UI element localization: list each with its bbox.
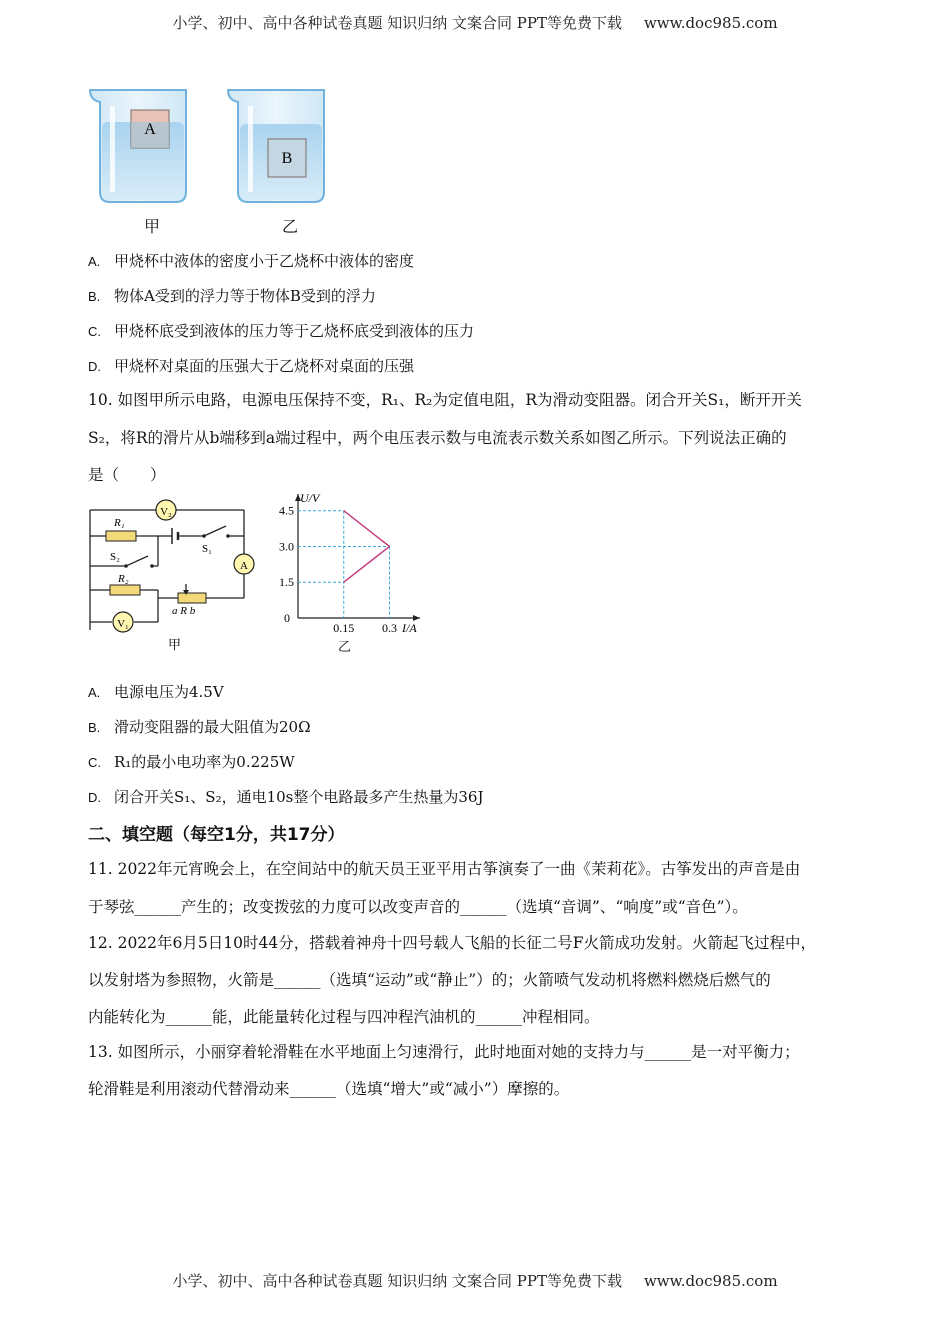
q9-option-b: B. 物体A受到的浮力等于物体B受到的浮力 (88, 287, 376, 305)
q10-line-2: S₂，将R的滑片从b端移到a端过程中，两个电压表示数与电流表示数关系如图乙所示。下列说法正确的 (88, 429, 787, 447)
beaker-caption-yi: 乙 (282, 217, 299, 236)
series-v2-line (344, 511, 390, 547)
page-header (0, 12, 950, 33)
q9-option-c: C. 甲烧杯底受到液体的压力等于乙烧杯底受到液体的压力 (88, 322, 475, 340)
x-tick-label: 0.15 (333, 621, 355, 635)
beaker-caption-jia: 甲 (144, 217, 161, 236)
header-text: 小学、初中、高中各种试卷真题 知识归纳 文案合同 PPT等免费下载 (172, 14, 622, 32)
resistor-r1 (106, 531, 136, 541)
section-heading: 二、填空题（每空1分，共17分） (88, 825, 345, 845)
y-tick-label: 4.5 (279, 503, 294, 518)
svg-text:R₂: R₂ (118, 573, 129, 585)
q9-option-a: A. 甲烧杯中液体的密度小于乙烧杯中液体的密度 (88, 252, 415, 270)
q11-line-1: 11. 2022年元宵晚会上，在空间站中的航天员王亚平用古筝演奏了一曲《茉莉花》。古筝发出的声音是由 (88, 860, 801, 878)
q10-option-a: A. 电源电压为4.5V (88, 683, 224, 701)
series-v1-line (344, 546, 390, 582)
chart-caption: 乙 (338, 640, 352, 655)
y-tick-label: 1.5 (279, 575, 294, 590)
rheostat-r (178, 593, 206, 603)
origin-label: 0 (284, 611, 290, 625)
q12-line-1: 12. 2022年6月5日10时44分，搭载着神舟十四号载人飞船的长征二号F火箭成功发射。火箭起飞过程中， (88, 934, 816, 952)
beaker-jia (90, 90, 186, 202)
footer-site-link[interactable]: www.doc985.com (643, 1272, 778, 1290)
q10-option-c: C. R₁的最小电功率为0.225W (88, 753, 295, 771)
q10-option-b: B. 滑动变阻器的最大阻值为20Ω (88, 718, 311, 736)
rheostat-label: a R b (172, 605, 196, 617)
q10-line-3: 是（ ） (88, 466, 166, 484)
svg-text:R₁: R₁ (114, 517, 125, 529)
q12-line-2: 以发射塔为参照物，火箭是______（选填“运动”或“静止”）的；火箭喷气发动机将燃料燃烧后燃气的 (88, 971, 771, 989)
circuit-diagram (86, 494, 266, 654)
svg-text:A: A (240, 560, 248, 572)
block-b-label: B (281, 150, 293, 167)
x-axis-label: I/A (402, 621, 417, 635)
q11-line-2: 于琴弦______产生的；改变拨弦的力度可以改变声音的______（选填“音调”、“响度”或“音色”）。 (88, 898, 748, 916)
resistor-r2 (110, 585, 140, 595)
q13-line-1: 13. 如图所示，小丽穿着轮滑鞋在水平地面上匀速滑行，此时地面对她的支持力与______是一对平衡力； (88, 1043, 800, 1061)
q13-line-2: 轮滑鞋是利用滚动代替滑动来______（选填“增大”或“减小”）摩擦的。 (88, 1080, 570, 1098)
circuit-caption: 甲 (168, 638, 182, 653)
page-footer (0, 1270, 950, 1291)
switch-s2-label: S₂ (110, 551, 120, 563)
switch-s1-label: S₁ (202, 543, 212, 555)
q9-option-d: D. 甲烧杯对桌面的压强大于乙烧杯对桌面的压强 (88, 357, 415, 375)
header-site-link[interactable]: www.doc985.com (643, 14, 778, 32)
q10-line-1: 10. 如图甲所示电路，电源电压保持不变，R₁、R₂为定值电阻，R为滑动变阻器。闭合开关S₁，断开开关 (88, 391, 802, 409)
ui-chart (270, 488, 430, 656)
x-tick-label: 0.3 (382, 621, 397, 635)
q10-option-d: D. 闭合开关S₁、S₂，通电10s整个电路最多产生热量为36J (88, 788, 484, 806)
svg-text:V₂: V₂ (160, 506, 172, 518)
q12-line-3: 内能转化为______能，此能量转化过程与四冲程汽油机的______冲程相同。 (88, 1008, 600, 1026)
y-axis-label: U/V (300, 491, 320, 505)
y-tick-label: 3.0 (279, 539, 294, 554)
svg-text:V₁: V₁ (117, 618, 129, 630)
beaker-yi (228, 90, 324, 202)
block-a-label: A (144, 121, 156, 138)
footer-text: 小学、初中、高中各种试卷真题 知识归纳 文案合同 PPT等免费下载 (172, 1272, 622, 1290)
